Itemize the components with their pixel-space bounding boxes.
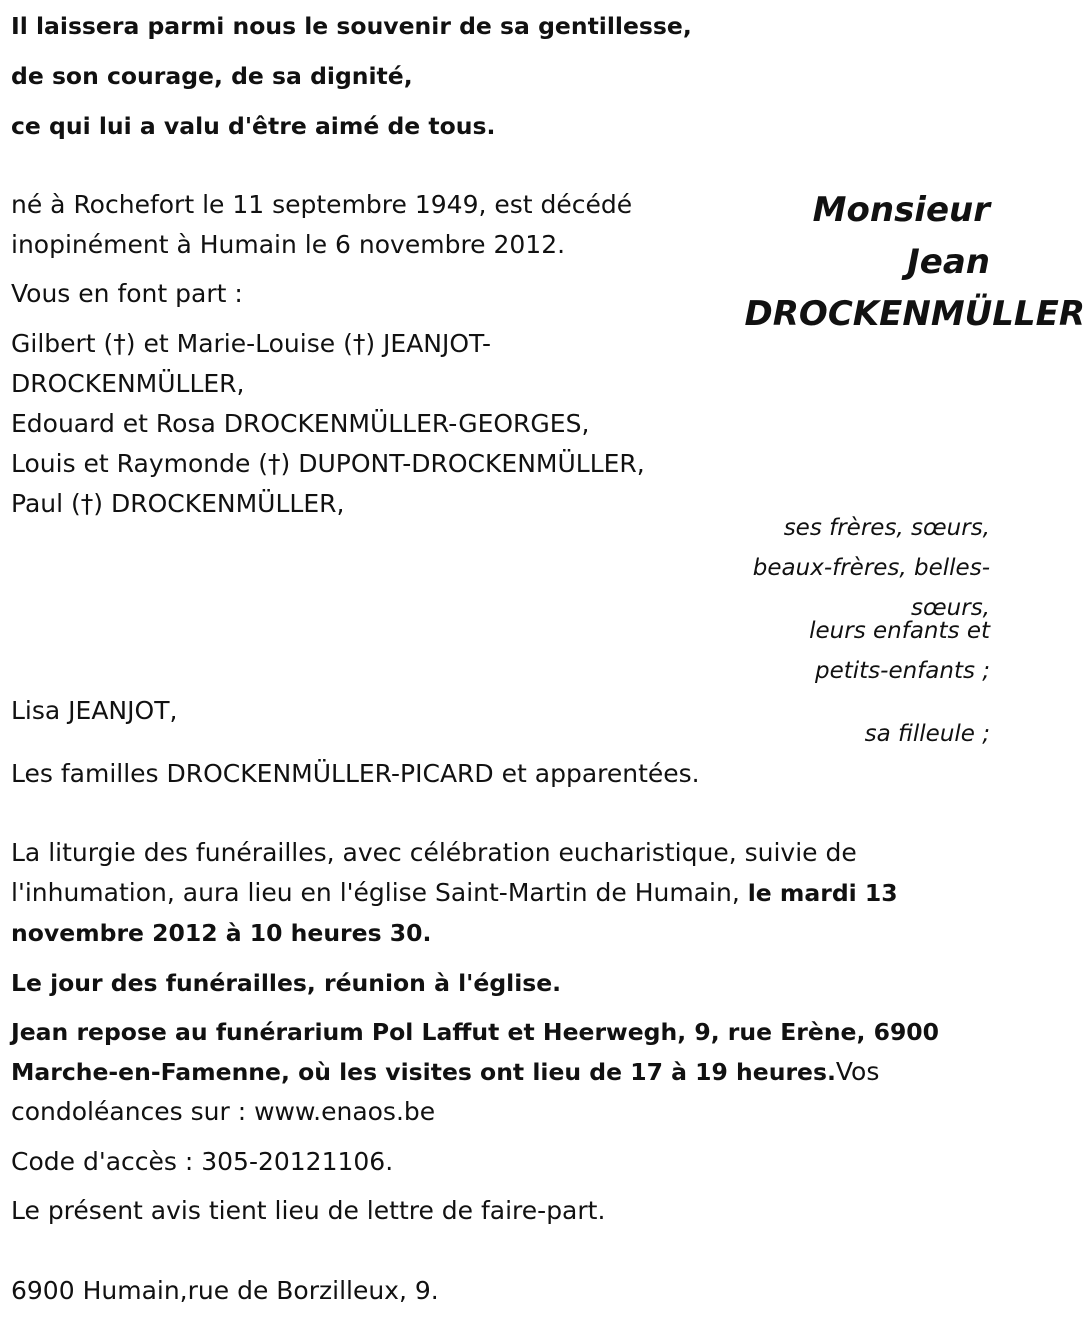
family-line-2: DROCKENMÜLLER, <box>11 369 245 398</box>
condolences-line: condoléances sur : www.enaos.be <box>11 1097 436 1126</box>
funeral-rest-line-1: Jean repose au funérarium Pol Laffut et Heerwegh, 9, rue Erène, 6900 <box>11 1018 940 1046</box>
birth-line-2: inopinément à Humain le 6 novembre 2012. <box>11 230 566 259</box>
deceased-first-name: Jean <box>907 242 990 282</box>
relation-children-2: petits-enfants ; <box>814 658 990 684</box>
deceased-name <box>725 184 1085 340</box>
funeral-rest-bold: Marche-en-Famenne, où les visites ont lieu de 17 à 19 heures. <box>11 1058 836 1086</box>
family-line-4: Louis et Raymonde (†) DUPONT-DROCKENMÜLLER, <box>11 449 645 478</box>
families-line: Les familles DROCKENMÜLLER-PICARD et apparentées. <box>11 759 700 788</box>
notice-line: Le présent avis tient lieu de lettre de faire-part. <box>11 1196 606 1225</box>
family-line-1: Gilbert (†) et Marie-Louise (†) JEANJOT- <box>11 329 492 358</box>
funeral-rest-regular: Vos <box>835 1057 880 1086</box>
funeral-line-3: novembre 2012 à 10 heures 30. <box>11 919 432 947</box>
funeral-line-1: La liturgie des funérailles, avec célébration eucharistique, suivie de <box>11 838 857 867</box>
relation-siblings-2: beaux-frères, belles- <box>752 555 990 581</box>
funeral-line-2 <box>11 873 898 913</box>
family-line-3: Edouard et Rosa DROCKENMÜLLER-GEORGES, <box>11 409 590 438</box>
deceased-title: Monsieur <box>812 190 990 230</box>
funeral-rest-line-2 <box>11 1052 879 1092</box>
access-code: Code d'accès : 305-20121106. <box>11 1147 394 1176</box>
relation-siblings-1: ses frères, sœurs, <box>783 515 990 541</box>
address: 6900 Humain,rue de Borzilleux, 9. <box>11 1276 439 1305</box>
epitaph-line-2: de son courage, de sa dignité, <box>11 62 413 90</box>
announcement: Vous en font part : <box>11 279 243 308</box>
relation-children-1: leurs enfants et <box>809 618 990 644</box>
relation-siblings-3: sœurs, <box>911 595 990 621</box>
birth-line-1: né à Rochefort le 11 septembre 1949, est décédé <box>11 190 633 219</box>
epitaph-line-1: Il laissera parmi nous le souvenir de sa gentillesse, <box>11 12 692 40</box>
relation-goddaughter: sa filleule ; <box>864 721 990 747</box>
funeral-meeting: Le jour des funérailles, réunion à l'église. <box>11 969 562 997</box>
funeral-date-bold: le mardi 13 <box>747 879 898 907</box>
epitaph-line-3: ce qui lui a valu d'être aimé de tous. <box>11 112 496 140</box>
deceased-last-name: DROCKENMÜLLER <box>744 294 1085 334</box>
family-line-5: Paul (†) DROCKENMÜLLER, <box>11 489 345 518</box>
goddaughter-name: Lisa JEANJOT, <box>11 696 178 725</box>
funeral-line-2-regular: l'inhumation, aura lieu en l'église Saint-Martin de Humain, <box>11 878 748 907</box>
